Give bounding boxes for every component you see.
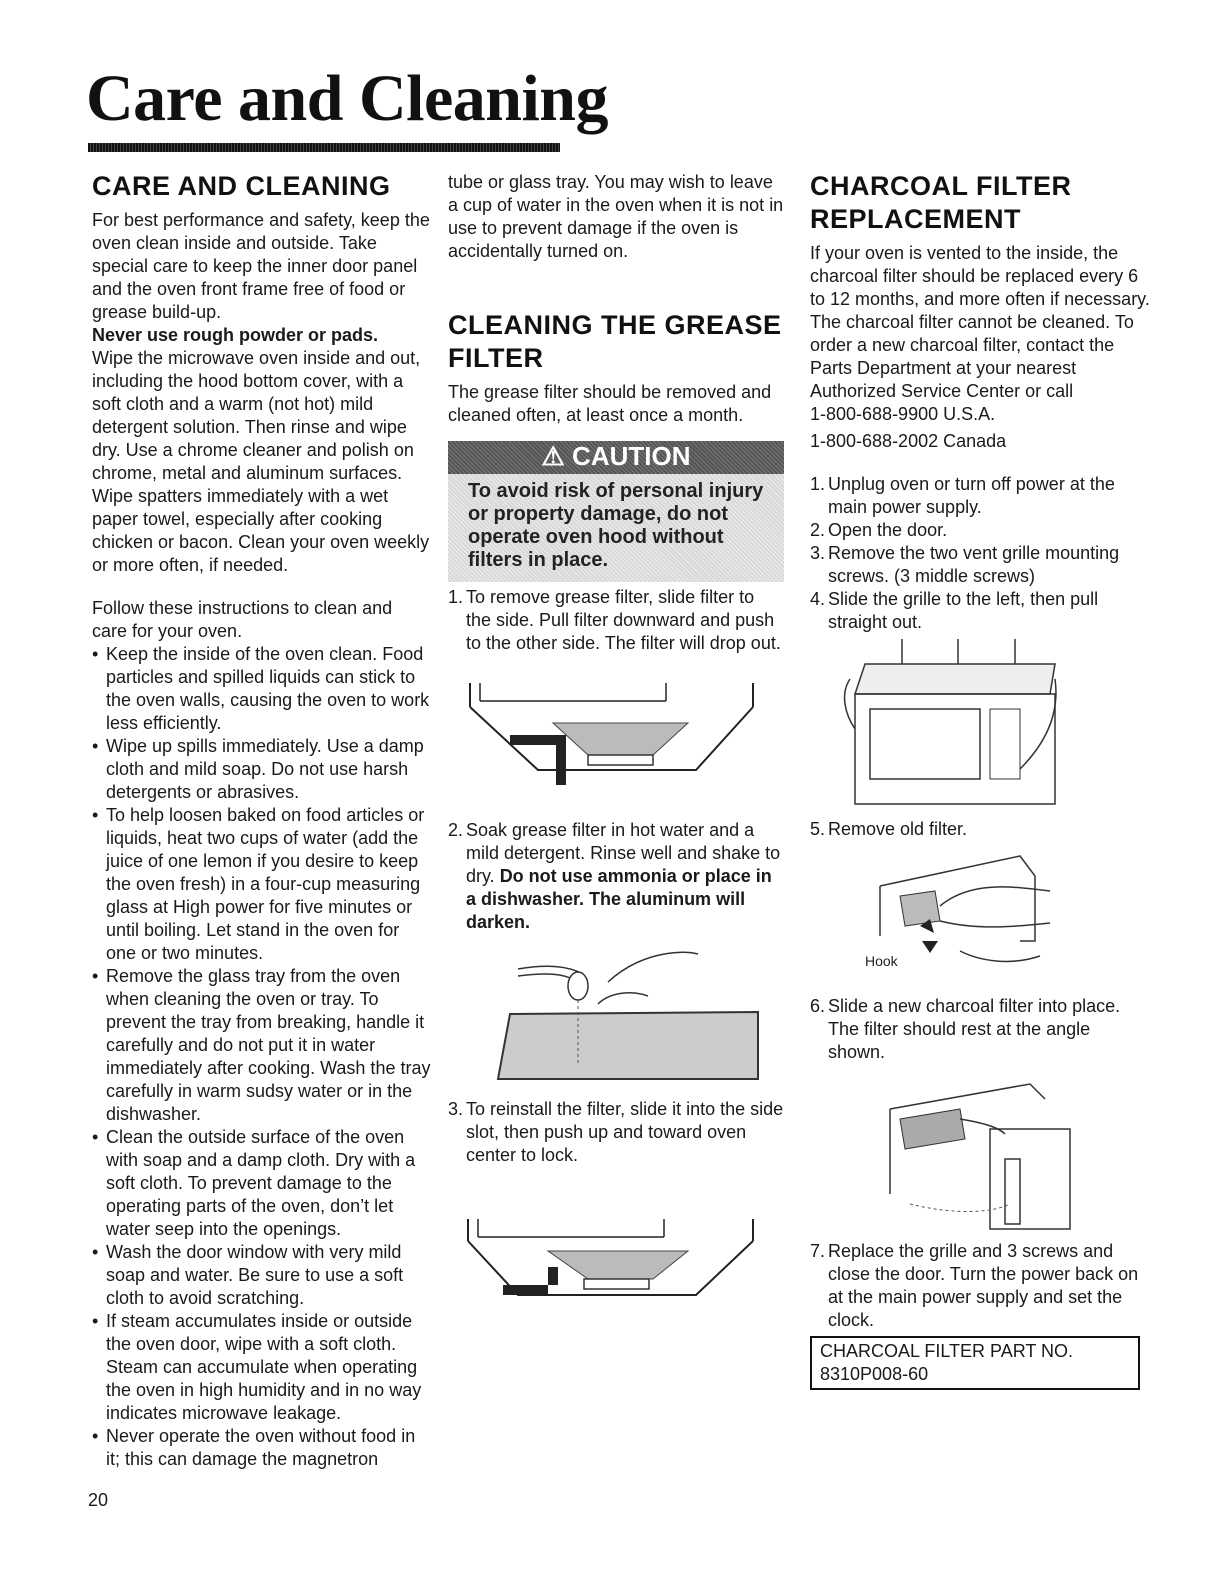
step-text: Slide the grille to the left, then pull straight out.	[828, 589, 1099, 632]
hook-label: Hook	[865, 953, 898, 969]
page-number: 20	[88, 1490, 109, 1510]
rough-powder-warning: Never use rough powder or pads.	[92, 325, 379, 345]
step-number: 6.	[810, 996, 826, 1016]
caution-header	[448, 441, 784, 474]
charcoal-step-7	[810, 1240, 1150, 1332]
list-item	[810, 473, 1150, 519]
column-grease-filter	[448, 171, 784, 1297]
soaking-filter-figure	[448, 934, 784, 1084]
list-item	[448, 819, 784, 934]
grease-steps-3	[448, 1098, 784, 1167]
list-item: • Remove the glass tray from the oven when cleaning the oven or tray. To prevent the tray from breaking, handle it carefully and do not put it in water immediately after cooking. Wash the tray carefully in warm sudsy water or in the dishwasher.	[92, 965, 432, 1126]
list-item: • Clean the outside surface of the oven with soap and a damp cloth. Dry with a soft cloth. To prevent damage to the operating parts of the oven, don’t let water seep into the openings.	[92, 1126, 432, 1241]
grease-steps-2	[448, 819, 784, 934]
step-text: Remove old filter.	[828, 819, 968, 839]
part-number: 8310P008-60	[820, 1364, 929, 1384]
phone-us: 1-800-688-9900 U.S.A.	[810, 404, 996, 424]
charcoal-steps	[810, 473, 1150, 634]
step-text: Remove the two vent grille mounting screws. (3 middle screws)	[828, 543, 1120, 586]
phone-canada: 1-800-688-2002 Canada	[810, 431, 1007, 451]
charcoal-intro: If your oven is vented to the inside, the charcoal filter should be replaced every 6 to 12 months, and more often if necessary. The charcoal filter cannot be cleaned. To order a new charcoal filter, contact the Parts Department at your nearest Authorized Service Center or call	[810, 243, 1150, 401]
list-item: • Wash the door window with very mild soap and water. Be sure to use a soft cloth to avoid scratching.	[92, 1241, 432, 1310]
new-filter-install-figure	[810, 1064, 1150, 1234]
step-number: 3.	[448, 1099, 464, 1119]
step-text: To reinstall the filter, slide it into the side slot, then push up and toward oven center to lock.	[466, 1099, 784, 1165]
step-number: 5.	[810, 819, 826, 839]
list-item: • Keep the inside of the oven clean. Food particles and spilled liquids can stick to the oven walls, causing the oven to work less efficiently.	[92, 643, 432, 735]
charcoal-step-5	[810, 818, 1150, 841]
grease-steps	[448, 586, 784, 655]
step-number: 4.	[810, 589, 826, 609]
charcoal-step-6	[810, 995, 1150, 1064]
grease-filter-intro: The grease filter should be removed and cleaned often, at least once a month.	[448, 382, 772, 425]
ammonia-warning: Do not use ammonia or place in a dishwasher. The aluminum will darken.	[466, 866, 772, 932]
grease-filter-reinstall-figure	[448, 1167, 784, 1297]
step-number: 3.	[810, 543, 826, 563]
care-intro: For best performance and safety, keep the oven clean inside and outside. Take special care to keep the inner door panel and the oven front frame free of food or grease build-up.	[92, 210, 430, 322]
wipe-instructions: Wipe the microwave oven inside and out, including the hood bottom cover, with a soft cloth and a warm (not hot) mild detergent solution. Then rinse and wipe dry. Use a chrome cleaner and polish on chrome, metal and aluminum surfaces. Wipe spatters immediately with a wet paper towel, especially after cooking chicken or bacon. Clean your oven weekly or more often, if needed.	[92, 348, 430, 575]
remove-old-filter-figure	[810, 841, 1150, 991]
list-item	[810, 519, 1150, 542]
part-label: CHARCOAL FILTER PART NO.	[820, 1341, 1074, 1361]
list-item	[448, 1098, 784, 1167]
list-item: • To help loosen baked on food articles or liquids, heat two cups of water (add the juice of one lemon if you desire to keep the oven fresh) in a four-cup measuring glass at High power for five minutes or until boiling. Let stand in the oven for one or two minutes.	[92, 804, 432, 965]
vent-grille-removal-figure	[810, 634, 1150, 814]
step-number: 2.	[448, 820, 464, 840]
list-item	[810, 818, 1150, 841]
column-charcoal-filter	[810, 170, 1150, 1390]
step-text: To remove grease filter, slide filter to the side. Pull filter downward and push to the other side. The filter will drop out.	[466, 587, 781, 653]
step-text: Replace the grille and 3 screws and close the door. Turn the power back on at the main power supply and set the clock.	[828, 1241, 1139, 1330]
continued-text: tube or glass tray. You may wish to leave a cup of water in the oven when it is not in use to prevent damage if the oven is accidentally turned on.	[448, 172, 784, 261]
caution-text: To avoid risk of personal injury or property damage, do not operate oven hood without filters in place.	[468, 480, 764, 571]
title-underline	[88, 143, 560, 152]
caution-title: CAUTION	[572, 441, 691, 471]
charcoal-filter-heading: CHARCOAL FILTER REPLACEMENT	[810, 171, 1072, 234]
part-number-box	[810, 1336, 1140, 1390]
list-item: • Never operate the oven without food in it; this can damage the magnetron	[92, 1425, 432, 1471]
list-item	[810, 588, 1150, 634]
step-number: 7.	[810, 1241, 826, 1261]
list-item	[448, 586, 784, 655]
list-item	[810, 995, 1150, 1064]
step-text: Soak grease filter in hot water and a mild detergent. Rinse well and shake to dry.	[466, 820, 781, 886]
step-number: 1.	[448, 587, 464, 607]
grease-filter-heading: CLEANING THE GREASE FILTER	[448, 310, 782, 373]
step-number: 1.	[810, 474, 826, 494]
step-text: Slide a new charcoal filter into place. The filter should rest at the angle shown.	[828, 996, 1121, 1062]
column-care-and-cleaning	[92, 170, 432, 1471]
step-number: 2.	[810, 520, 826, 540]
caution-box	[448, 441, 784, 582]
list-item: • If steam accumulates inside or outside the oven door, wipe with a soft cloth. Steam can accumulate when operating the oven in high humidity and in no way indicates microwave leakage.	[92, 1310, 432, 1425]
grease-filter-removal-figure	[448, 655, 784, 805]
warning-triangle-icon: ⚠	[541, 441, 565, 471]
list-item: • Wipe up spills immediately. Use a damp cloth and mild soap. Do not use harsh detergents or abrasives.	[92, 735, 432, 804]
list-item	[810, 1240, 1150, 1332]
step-text: Open the door.	[828, 520, 948, 540]
list-item	[810, 542, 1150, 588]
care-bullet-list	[92, 643, 432, 1471]
step-text: Unplug oven or turn off power at the main power supply.	[828, 474, 1115, 517]
follow-instructions: Follow these instructions to clean and care for your oven.	[92, 598, 393, 641]
page-title: Care and Cleaning	[86, 62, 609, 135]
care-cleaning-heading: CARE AND CLEANING	[92, 171, 391, 201]
